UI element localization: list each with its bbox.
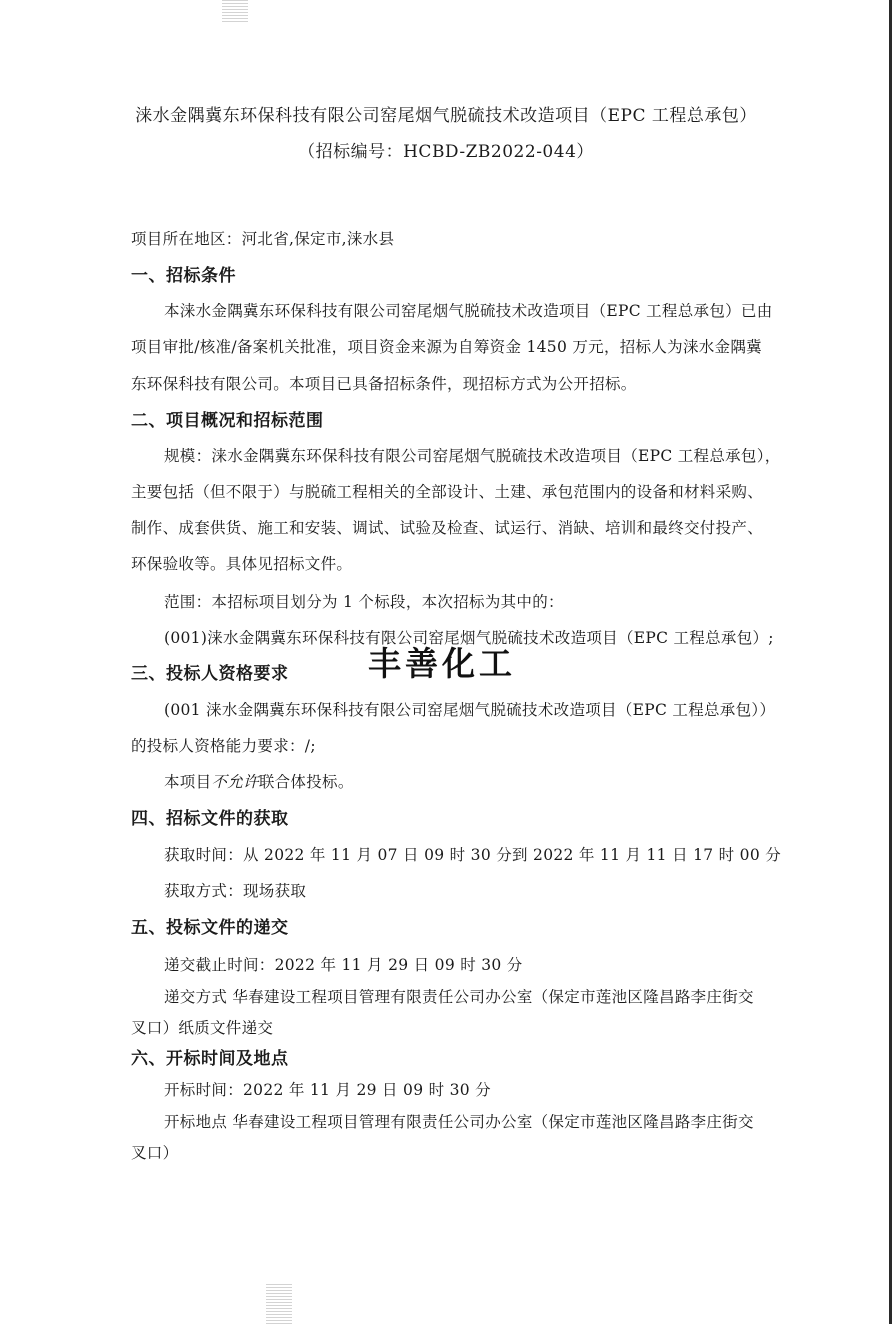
paragraph-line: 的投标人资格能力要求：/; bbox=[131, 737, 316, 755]
paragraph-line: 叉口）纸质文件递交 bbox=[131, 1019, 274, 1037]
project-location: 项目所在地区：河北省,保定市,涞水县 bbox=[131, 230, 395, 248]
paragraph-line: 东环保科技有限公司。本项目已具备招标条件，现招标方式为公开招标。 bbox=[131, 375, 637, 393]
section-heading-4: 四、招标文件的获取 bbox=[131, 809, 289, 829]
section-heading-6: 六、开标时间及地点 bbox=[131, 1049, 289, 1069]
paragraph-line: 环保验收等。具体见招标文件。 bbox=[131, 555, 353, 573]
text-run: 联合体投标。 bbox=[258, 773, 354, 791]
section-heading-2: 二、项目概况和招标范围 bbox=[131, 411, 324, 431]
paragraph-line: 范围：本招标项目划分为 1 个标段，本次招标为其中的： bbox=[164, 593, 564, 611]
paragraph-line: 项目审批/核准/备案机关批准，项目资金来源为自筹资金 1450 万元，招标人为涞水金隅冀 bbox=[131, 338, 762, 356]
document-title: 涞水金隅冀东环保科技有限公司窑尾烟气脱硫技术改造项目（EPC 工程总承包） bbox=[135, 106, 757, 126]
paragraph-line: (001)涞水金隅冀东环保科技有限公司窑尾烟气脱硫技术改造项目（EPC 工程总承包）; bbox=[164, 629, 774, 647]
section-heading-1: 一、招标条件 bbox=[131, 266, 236, 286]
paragraph-line: 主要包括（但不限于）与脱硫工程相关的全部设计、土建、承包范围内的设备和材料采购、 bbox=[131, 483, 764, 501]
text-run: 本项目 bbox=[164, 773, 212, 791]
paragraph-line: 规模：涞水金隅冀东环保科技有限公司窑尾烟气脱硫技术改造项目（EPC 工程总承包）， bbox=[164, 447, 781, 465]
section-heading-5: 五、投标文件的递交 bbox=[131, 918, 289, 938]
scan-mark-top bbox=[222, 0, 248, 22]
paragraph-line: 递交方式 华春建设工程项目管理有限责任公司办公室（保定市莲池区隆昌路李庄街交 bbox=[164, 988, 754, 1006]
section-heading-3: 三、投标人资格要求 bbox=[131, 664, 289, 684]
tender-number: （招标编号：HCBD-ZB2022-044） bbox=[298, 142, 594, 162]
paragraph-line: 开标时间：2022 年 11 月 29 日 09 时 30 分 bbox=[164, 1081, 491, 1099]
paragraph-line bbox=[164, 770, 814, 792]
paragraph-line: 制作、成套供货、施工和安装、调试、试验及检查、试运行、消缺、培训和最终交付投产、 bbox=[131, 519, 764, 537]
paragraph-line: 获取时间：从 2022 年 11 月 07 日 09 时 30 分到 2022 年 11 月 11 日 17 时 00 分 bbox=[164, 846, 782, 864]
paragraph-line: (001 涞水金隅冀东环保科技有限公司窑尾烟气脱硫技术改造项目（EPC 工程总承包）） bbox=[164, 701, 776, 719]
paragraph-line: 开标地点 华春建设工程项目管理有限责任公司办公室（保定市莲池区隆昌路李庄街交 bbox=[164, 1113, 754, 1131]
paragraph-line: 获取方式：现场获取 bbox=[164, 882, 307, 900]
paragraph-line: 叉口） bbox=[131, 1144, 179, 1162]
scan-mark-bottom bbox=[266, 1282, 292, 1324]
paragraph-line: 递交截止时间：2022 年 11 月 29 日 09 时 30 分 bbox=[164, 956, 523, 974]
paragraph-line: 本涞水金隅冀东环保科技有限公司窑尾烟气脱硫技术改造项目（EPC 工程总承包）已由 bbox=[164, 302, 773, 320]
company-stamp-text: 丰善化工 bbox=[368, 644, 516, 683]
text-run-emphasis: 不允许 bbox=[211, 773, 259, 791]
